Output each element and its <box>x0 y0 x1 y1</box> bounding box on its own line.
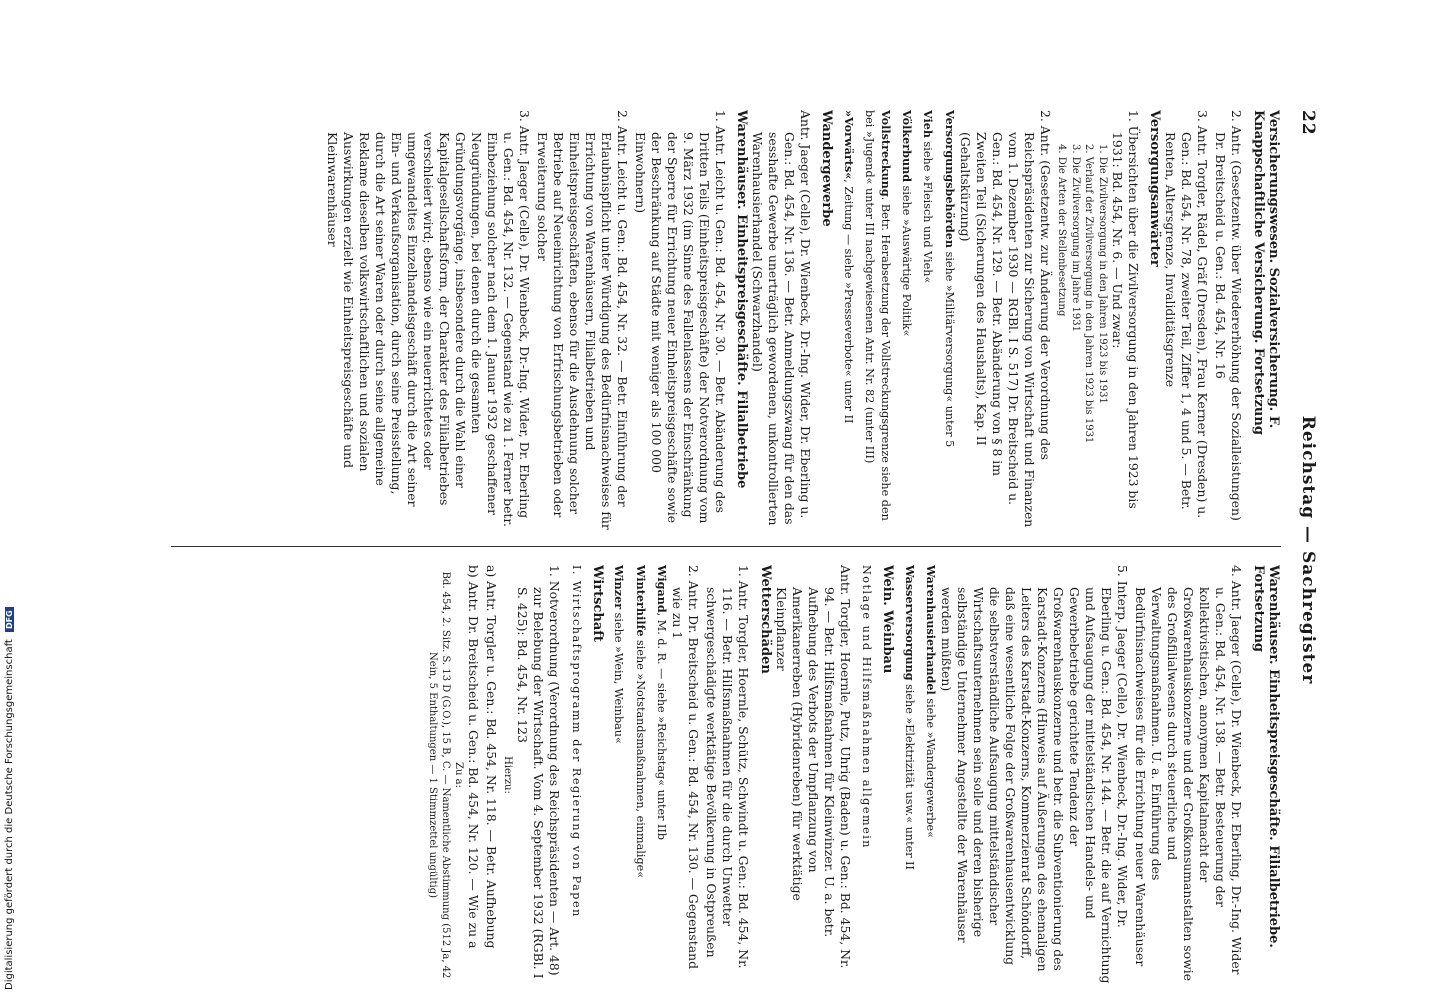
list-item: 5. Interp. Jaeger (Celle), Dr. Wienbeck, Dr.-Ing. Wider, Dr. Eberling u. Gen.: Bd. 454, Nr. 144. — Betr. die auf Vernichtung und Aufsaugung der mittelständischen Handels- und Gewerbebetriebe gerichtete Tendenz der Großwarenhauskonzerne und betr. die Subventionierung des Karstadt-Konzerns (Hinweis auf Äußerungen des ehemaligen Leiters des Karstadt-Konzerns, Kommerzienrat Schöndorff, daß eine wesentliche Folge der Großwarenhausentwicklung die selbstverständliche Aufsaugung mittelständischer Wirtschaftsunternehmen sein solle und deren bisherige selbständige Unternehmer Angestellte der Warenhäuser werden müßten) <box>939 565 1131 984</box>
entry-keyword: Warenhausierhandel <box>924 565 939 695</box>
running-header <box>1289 110 1318 990</box>
list-item: 1. Übersichten über die Zivilversorgung in den Jahren 1923 bis 1931: Bd. 454, Nr. 6. — Und zwar: <box>1109 110 1141 509</box>
section-heading: Versicherungswesen. Sozialversicherung. F. Knappschaftliche Versicherung. Fortsetzung <box>1250 110 1281 435</box>
list-item: 1. Notverordnung (Verordnung des Reichspräsidenten — Art. 48) zur Belebung der Wirtschaft. Vom 4. September 1932 (RGBl. I S. 425): Bd. 454, Nr. 123 <box>515 565 563 979</box>
section-heading: Wirtschaft <box>589 565 605 642</box>
entry-keyword: »Vorwärts« <box>841 110 856 180</box>
entry-keyword: Vieh <box>921 110 936 138</box>
sub-item: 1. Die Zivilversorgung in den Jahren 1923 bis 1931 <box>1096 144 1108 404</box>
list-item: 1. Antr. Leicht u. Gen.: Bd. 454, Nr. 30. — Betr. Abänderung des Dritten Teils (Einheitspreisgeschäfte) der Notverordnung vom 9. März 1932 (im Sinne des Fallenlassens der Einschränkung der Sperre für Errichtung neuer Einheitspreisgeschäfte sowie der Beschränkung auf Städte mit weniger als 100 000 Einwohnern) <box>632 110 728 524</box>
section-heading: Warenhäuser. Einheitspreisgeschäfte. Filialbetriebe. Fortsetzung <box>1250 565 1281 948</box>
entry-reference: siehe »Wandergewerbe« <box>924 694 938 838</box>
digitization-credit <box>4 600 18 990</box>
list-item: 2. Antr. (Gesetzentw. zur Änderung der Verordnung des Reichspräsidenten zur Sicherung von Wirtschaft und Finanzen vom 1. Dezember 1930 — RGBl. I S. 517) Dr. Breitscheid u. Gen.: Bd. 454, Nr. 129. — Betr. Abänderung von § 8 im Zweiten Teil (Sicherungen des Haushalts), Kap. II (Gehaltskürzung) <box>957 110 1053 528</box>
entry-keyword: Wasserversorgung <box>902 565 917 681</box>
index-entry <box>632 565 647 985</box>
page-title: Reichstag — Sachregister <box>1298 415 1318 685</box>
list-item: 2. Antr. (Gesetzentw. über Wiedererhöhung der Sozialleistungen) Dr. Breitscheid u. Gen.: Bd. 454, Nr. 16 <box>1213 110 1245 521</box>
entry-keyword: Winzer <box>612 565 627 610</box>
sub-item: 3. Die Zivilversorgung im Jahre 1931 <box>1069 144 1081 332</box>
entry-reference: siehe »Notstandsmaßnahmen, einmalige« <box>633 636 647 879</box>
index-entry <box>901 565 916 985</box>
dfg-logo: DFG <box>5 607 14 632</box>
index-entry <box>941 110 956 530</box>
sub-item: 4. Die Arten der Stellenbesetzung <box>1056 144 1068 317</box>
index-entry <box>862 110 893 530</box>
index-entry <box>920 110 935 530</box>
list-item: 1. Antr. Torgler, Hoernle, Schütz, Schwindt u. Gen.: Bd. 454, Nr. 116. — Betr. Hilfsmaßnahmen für die durch Unwetter schwergeschädigte werktätige Bevölkerung in Ostpreußen <box>704 565 752 969</box>
list-item: 3. Antr. Torgler, Rädel, Gräf (Dresden), Frau Kerner (Dresden) u. Gen.: Bd. 454, Nr. 78, zweiter Teil, Ziffer 1, 4 und 5. — Betr. Renten, Altersgrenze, Invaliditätsgrenze <box>1163 110 1211 519</box>
entry-reference: siehe »Militärversorgung« unter 5 <box>942 248 956 448</box>
sub-item: 2. Verlauf der Zivilversorgung in den Jahren 1923 bis 1931 <box>1083 144 1095 444</box>
list-item: b) Antr. Dr. Breitscheid u. Gen.: Bd. 454, Nr. 120. — Wie zu a <box>466 565 482 949</box>
rotated-document-page <box>125 110 1318 990</box>
centered-note: Zu a: <box>453 762 465 788</box>
entry-reference: siehe »Auswärtige Politik« <box>899 182 913 337</box>
centered-note: Hierzu: <box>502 756 514 794</box>
right-column <box>151 565 1281 985</box>
entry-reference: siehe »Wein, Weinbau« <box>612 609 626 744</box>
section-heading: Wein. Weinbau <box>880 565 896 674</box>
page-number: 22 <box>1298 110 1318 136</box>
index-entry <box>899 110 914 530</box>
column-divider <box>171 546 1281 547</box>
list-item: 2. Antr. Dr. Breitscheid u. Gen.: Bd. 454, Nr. 130. — Gegenstand wie zu 1 <box>670 565 702 970</box>
centered-note: Bd. 454, 2. Sitz. S. 13 D (G.O.), 15 B, C. — Namentliche Abstimmung (512 Ja, 42 Nein, 5 Enthaltungen — 1 Stimmzettel ungültig) <box>427 571 452 979</box>
credit-text: Digitalisierung gefördert durch die Deutsche Forschungsgemeinschaft <box>4 639 15 990</box>
list-item: Antr. Torgler, Hoernle, Putz, Uhrig (Baden) u. Gen.: Bd. 454, Nr. 94. — Betr. Hilfsmaßnahmen für Kleinwinzer. U. a. betr. Aufhebung des Verbots der Umpflanzung von Amerikanerreben (Hybridenreben) für werktätige Kleinpflanzer <box>773 565 853 969</box>
entry-keyword: Wigand <box>655 565 670 613</box>
entry-reference: . Betr. Herabsetzung der Vollstreckungsgrenze siehe den bei »Jugend« unter III nachgewiesenen Antr. Nr. 82 (unter III) <box>863 110 892 521</box>
section-heading: Versorgungsanwärter <box>1147 110 1163 267</box>
section-heading: Warenhäuser. Einheitspreisgeschäfte. Filialbetriebe <box>733 110 749 489</box>
index-entry <box>611 565 626 985</box>
index-entry <box>840 110 855 530</box>
list-item: Antr. Jaeger (Celle), Dr. Wienbeck, Dr.-Ing. Wider, Dr. Eberling u. Gen.: Bd. 454, Nr. 136. — Betr. Anmeldungszwang für den das sesshafte Gewerbe unerträglich gewordenen, unkontrollierten Warenhausierhandel (Schwarzhandel) <box>749 110 813 526</box>
index-entry <box>654 565 669 985</box>
entry-keyword: Völkerbund <box>899 110 914 183</box>
section-heading: Wetterschäden <box>757 565 773 674</box>
index-entry <box>923 565 938 985</box>
section-heading: Wandergewerbe <box>819 110 835 227</box>
entry-reference: , M. d. R. — siehe »Reichstag« unter IIb <box>655 612 669 841</box>
subsection-heading: I. Wirtschaftsprogramm der Regierung von Papen <box>569 565 583 918</box>
entry-keyword: Versorgungsbehörden <box>942 110 957 249</box>
list-item: 3. Antr. Jaeger (Celle), Dr. Wienbeck, Dr.-Ing. Wider, Dr. Eberling u. Gen.: Bd. 454, Nr. 132. — Gegenstand wie zu 1. Ferner betr. Einbeziehung solcher nach dem 1. Januar 1932 geschaffener Neugründungen, bei denen durch die gesamten Gründungsvorgänge, insbesondere durch die Wahl einer Kapitalgesellschaftsform, der Charakter des Filialbetriebes verschleiert wird; ebenso wie ein neuerrichtetes oder umgewandeltes Einzelhandelsgeschäft durch die Art seiner Ein- und Verkaufsorganisation, durch seine Preisstellung, durch die Art seiner Waren oder durch seine allgemeine Reklame dieselben volkswirtschaftlichen und sozialen Auswirkungen erzielt wie Einheitspreisgeschäfte und Kleinwarenhäuser <box>324 110 532 527</box>
subsection-heading: Notlage und Hilfsmaßnahmen allgemein <box>859 565 873 849</box>
list-item: 4. Antr. Jaeger (Celle), Dr. Wienbeck, Dr. Eberling, Dr.-Ing. Wider u. Gen.: Bd. 454, Nr. 138. — Betr. Besteuerung der kollektivistischen, anonymen Kapitalmacht der Großwarenhauskonzerne und der Großkonsumanstalten sowie des Großfilialwesens durch steuerliche und Verwaltungsmaßnahmen. U. a. Einführung des Bedürfnisnachweises für die Errichtung neuer Warenhäuser <box>1133 565 1245 982</box>
entry-reference: siehe »Elektrizität usw.« unter II <box>902 680 916 870</box>
list-item: 2. Antr. Leicht u. Gen.: Bd. 454, Nr. 32. — Betr. Einführung der Erlaubnispflicht unter Würdigung des Bedürfnisnachweises für Errichtung von Warenhäusern, Filialbetrieben und Einheitspreisgeschäften, ebenso für die Ausdehnung solcher Betriebe auf Neueinrichtung von Erfrischungsbetrieben oder Erweiterung solcher <box>534 110 630 530</box>
list-item: a) Antr. Torgler u. Gen.: Bd. 454, Nr. 118. — Betr. Aufhebung <box>484 565 500 949</box>
left-column <box>151 110 1281 530</box>
entry-reference: , Zeitung — siehe »Presseverbote« unter II <box>841 179 855 424</box>
entry-keyword: Vollstreckung <box>878 110 893 197</box>
entry-reference: siehe »Fleisch und Vieh« <box>921 138 935 284</box>
entry-keyword: Winterhilfe <box>633 565 648 637</box>
